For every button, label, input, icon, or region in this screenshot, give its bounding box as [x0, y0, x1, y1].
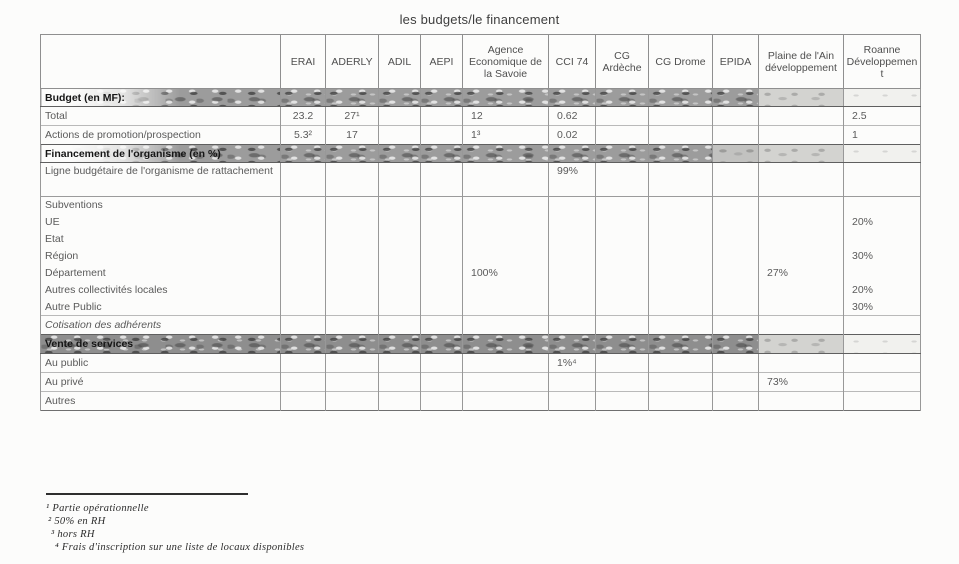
- table-cell: [421, 89, 463, 107]
- table-cell: [379, 163, 421, 197]
- column-header: Roanne Développement: [844, 35, 921, 89]
- table-cell: [759, 89, 844, 107]
- table-cell: [549, 231, 596, 248]
- table-cell: 1³: [463, 126, 549, 145]
- table-cell: [759, 299, 844, 316]
- table-cell: 0.62: [549, 107, 596, 126]
- row-label: Autres collectivités locales: [41, 282, 281, 299]
- row-label: UE: [41, 214, 281, 231]
- table-row: [41, 316, 921, 335]
- table-cell: [326, 335, 379, 354]
- table-cell: [549, 214, 596, 231]
- table-cell: [649, 265, 713, 282]
- table-cell: [421, 126, 463, 145]
- table-row: [41, 248, 921, 265]
- table-cell: [596, 145, 649, 163]
- table-cell: [281, 316, 326, 335]
- table-cell: [463, 231, 549, 248]
- table-cell: [281, 282, 326, 299]
- table-cell: [379, 373, 421, 392]
- table-cell: [379, 354, 421, 373]
- table-cell: [596, 89, 649, 107]
- column-header: ERAI: [281, 35, 326, 89]
- table-row: [41, 126, 921, 145]
- footnote: ³ hors RH: [51, 529, 95, 540]
- row-label: Total: [41, 107, 281, 126]
- column-header: ADIL: [379, 35, 421, 89]
- footnote: ² 50% en RH: [48, 516, 106, 527]
- table-cell: 17: [326, 126, 379, 145]
- row-label: Autres: [41, 392, 281, 411]
- table-cell: [549, 316, 596, 335]
- table-cell: [549, 392, 596, 411]
- table-cell: [281, 335, 326, 354]
- row-label: Vente de services: [41, 335, 281, 354]
- column-header: CG Ardèche: [596, 35, 649, 89]
- table-cell: [649, 231, 713, 248]
- row-label: Ligne budgétaire de l'organisme de rattachement: [41, 163, 281, 197]
- table-cell: [759, 248, 844, 265]
- table-cell: [759, 163, 844, 197]
- table-cell: [463, 214, 549, 231]
- table-row: [41, 354, 921, 373]
- budget-financing-table: [40, 34, 921, 411]
- table-cell: [713, 126, 759, 145]
- table-cell: [281, 265, 326, 282]
- row-label: Etat: [41, 231, 281, 248]
- table-cell: [281, 145, 326, 163]
- row-label-column-header: [41, 35, 281, 89]
- table-cell: [463, 89, 549, 107]
- table-cell: [596, 163, 649, 197]
- table-cell: [549, 265, 596, 282]
- table-cell: [844, 145, 921, 163]
- table-cell: [379, 89, 421, 107]
- table-cell: [596, 197, 649, 214]
- table-cell: [281, 231, 326, 248]
- table-cell: [549, 282, 596, 299]
- row-label: Autre Public: [41, 299, 281, 316]
- table-cell: [844, 89, 921, 107]
- table-row: [41, 373, 921, 392]
- table-cell: [463, 197, 549, 214]
- table-cell: [326, 282, 379, 299]
- table-cell: [713, 392, 759, 411]
- table-cell: [463, 354, 549, 373]
- table-cell: [326, 214, 379, 231]
- table-cell: [463, 392, 549, 411]
- footnotes-section: [46, 493, 959, 554]
- table-row: [41, 214, 921, 231]
- table-cell: [713, 335, 759, 354]
- table-cell: [713, 299, 759, 316]
- table-cell: [759, 197, 844, 214]
- table-cell: [596, 265, 649, 282]
- table-cell: [281, 89, 326, 107]
- table-cell: [649, 299, 713, 316]
- table-cell: [549, 89, 596, 107]
- table-cell: [379, 299, 421, 316]
- table-cell: [713, 231, 759, 248]
- table-row: [41, 197, 921, 214]
- table-cell: [326, 231, 379, 248]
- table-cell: [326, 354, 379, 373]
- table-cell: [326, 316, 379, 335]
- table-cell: [596, 248, 649, 265]
- table-cell: [463, 248, 549, 265]
- page-title: les budgets/le financement: [399, 12, 560, 27]
- table-cell: [281, 248, 326, 265]
- table-cell: 1: [844, 126, 921, 145]
- table-cell: [649, 335, 713, 354]
- row-label: Au public: [41, 354, 281, 373]
- column-header: Agence Economique de la Savoie: [463, 35, 549, 89]
- table-cell: [596, 316, 649, 335]
- table-cell: [549, 145, 596, 163]
- section-header-row: [41, 145, 921, 163]
- row-label: Au privé: [41, 373, 281, 392]
- table-cell: [421, 354, 463, 373]
- table-row: [41, 107, 921, 126]
- table-cell: [713, 316, 759, 335]
- table-cell: [649, 126, 713, 145]
- table-cell: [421, 265, 463, 282]
- table-cell: [421, 335, 463, 354]
- table-cell: [379, 145, 421, 163]
- column-header: CCI 74: [549, 35, 596, 89]
- table-cell: [596, 107, 649, 126]
- table-cell: [649, 214, 713, 231]
- table-cell: [379, 265, 421, 282]
- table-cell: [596, 231, 649, 248]
- table-cell: [713, 282, 759, 299]
- table-cell: [596, 392, 649, 411]
- table-cell: [713, 89, 759, 107]
- table-cell: [844, 231, 921, 248]
- table-cell: [759, 316, 844, 335]
- table-cell: [713, 373, 759, 392]
- table-cell: [421, 214, 463, 231]
- table-cell: [649, 392, 713, 411]
- table-cell: [649, 248, 713, 265]
- table-cell: [649, 163, 713, 197]
- row-label: Budget (en MF):: [41, 89, 281, 107]
- table-cell: [379, 392, 421, 411]
- table-cell: [421, 197, 463, 214]
- table-cell: [421, 248, 463, 265]
- table-cell: [759, 126, 844, 145]
- table-cell: [596, 214, 649, 231]
- table-cell: [379, 126, 421, 145]
- table-cell: [759, 107, 844, 126]
- table-row: [41, 163, 921, 197]
- table-cell: [379, 231, 421, 248]
- table-cell: [844, 197, 921, 214]
- section-header-row: [41, 335, 921, 354]
- table-cell: [379, 107, 421, 126]
- table-row: [41, 231, 921, 248]
- table-cell: [326, 197, 379, 214]
- row-label: Département: [41, 265, 281, 282]
- table-cell: [379, 282, 421, 299]
- table-cell: [759, 145, 844, 163]
- table-header: [41, 35, 921, 89]
- table-cell: [844, 316, 921, 335]
- table-cell: [463, 373, 549, 392]
- table-cell: [379, 214, 421, 231]
- table-cell: [596, 335, 649, 354]
- row-label: Financement de l'organisme (en %): [41, 145, 281, 163]
- table-cell: [713, 248, 759, 265]
- table-cell: [281, 392, 326, 411]
- table-cell: [421, 299, 463, 316]
- table-cell: [649, 107, 713, 126]
- table-cell: 99%: [549, 163, 596, 197]
- table-cell: [421, 107, 463, 126]
- table-cell: [549, 248, 596, 265]
- table-cell: [326, 145, 379, 163]
- column-header: EPIDA: [713, 35, 759, 89]
- table-cell: [649, 354, 713, 373]
- footnote-rule: [46, 493, 248, 495]
- table-cell: 100%: [463, 265, 549, 282]
- table-cell: [844, 354, 921, 373]
- table-cell: [326, 163, 379, 197]
- footnotes-list: [46, 502, 959, 554]
- table-cell: [713, 163, 759, 197]
- table-cell: [463, 163, 549, 197]
- table-cell: [844, 163, 921, 197]
- table-cell: [759, 335, 844, 354]
- table-cell: [596, 299, 649, 316]
- row-label: Région: [41, 248, 281, 265]
- table-cell: [649, 145, 713, 163]
- table-cell: [759, 354, 844, 373]
- table-cell: 2.5: [844, 107, 921, 126]
- table-cell: 20%: [844, 214, 921, 231]
- section-header-row: [41, 89, 921, 107]
- table-cell: [421, 145, 463, 163]
- table-cell: [596, 354, 649, 373]
- table-body: [41, 89, 921, 411]
- table-cell: [463, 282, 549, 299]
- table-cell: [421, 231, 463, 248]
- table-cell: [463, 335, 549, 354]
- table-cell: [759, 392, 844, 411]
- table-cell: 73%: [759, 373, 844, 392]
- row-label: Cotisation des adhérents: [41, 316, 281, 335]
- table-cell: [281, 214, 326, 231]
- column-header: Plaine de l'Ain développement: [759, 35, 844, 89]
- table-cell: [326, 89, 379, 107]
- table-cell: [379, 197, 421, 214]
- table-cell: [421, 373, 463, 392]
- table-cell: [326, 248, 379, 265]
- table-cell: [421, 316, 463, 335]
- table-cell: 1%⁴: [549, 354, 596, 373]
- table-cell: [713, 265, 759, 282]
- table-cell: [281, 373, 326, 392]
- table-cell: [549, 299, 596, 316]
- table-cell: [649, 282, 713, 299]
- table-cell: [649, 316, 713, 335]
- table-cell: 5.3²: [281, 126, 326, 145]
- column-header: AEPI: [421, 35, 463, 89]
- table-row: [41, 282, 921, 299]
- table-cell: [759, 231, 844, 248]
- table-cell: [759, 282, 844, 299]
- table-cell: [649, 373, 713, 392]
- table-cell: [713, 107, 759, 126]
- table-cell: 20%: [844, 282, 921, 299]
- table-row: [41, 392, 921, 411]
- table-cell: [844, 373, 921, 392]
- table-cell: 0.02: [549, 126, 596, 145]
- table-cell: [281, 299, 326, 316]
- table-cell: [421, 392, 463, 411]
- table-cell: [649, 197, 713, 214]
- table-cell: [463, 299, 549, 316]
- footnote: ⁴ Frais d'inscription sur une liste de locaux disponibles: [55, 542, 305, 553]
- table-cell: [844, 335, 921, 354]
- column-header: ADERLY: [326, 35, 379, 89]
- table-cell: [281, 163, 326, 197]
- table-cell: [326, 392, 379, 411]
- column-header: CG Drome: [649, 35, 713, 89]
- table-cell: [713, 197, 759, 214]
- table-cell: [421, 163, 463, 197]
- table-cell: [713, 145, 759, 163]
- table-cell: [463, 316, 549, 335]
- table-cell: [379, 316, 421, 335]
- table-row: [41, 265, 921, 282]
- table-cell: 30%: [844, 299, 921, 316]
- table-cell: 12: [463, 107, 549, 126]
- table-cell: [379, 335, 421, 354]
- table-cell: [596, 126, 649, 145]
- table-cell: [326, 265, 379, 282]
- table-cell: 23.2: [281, 107, 326, 126]
- footnote: ¹ Partie opérationnelle: [46, 503, 149, 514]
- table-cell: [549, 373, 596, 392]
- table-cell: 27%: [759, 265, 844, 282]
- table-cell: [463, 145, 549, 163]
- table-cell: [759, 214, 844, 231]
- table-cell: [281, 197, 326, 214]
- table-cell: [649, 89, 713, 107]
- table-cell: 30%: [844, 248, 921, 265]
- table-cell: [421, 282, 463, 299]
- table-cell: 27¹: [326, 107, 379, 126]
- table-cell: [326, 373, 379, 392]
- table-cell: [281, 354, 326, 373]
- table-cell: [596, 373, 649, 392]
- table-cell: [379, 248, 421, 265]
- table-row: [41, 299, 921, 316]
- table-cell: [844, 265, 921, 282]
- table-cell: [326, 299, 379, 316]
- row-label: Subventions: [41, 197, 281, 214]
- table-cell: [549, 197, 596, 214]
- table-cell: [596, 282, 649, 299]
- table-cell: [549, 335, 596, 354]
- row-label: Actions de promotion/prospection: [41, 126, 281, 145]
- table-cell: [844, 392, 921, 411]
- header-row: [41, 35, 921, 89]
- table-cell: [713, 214, 759, 231]
- table-cell: [713, 354, 759, 373]
